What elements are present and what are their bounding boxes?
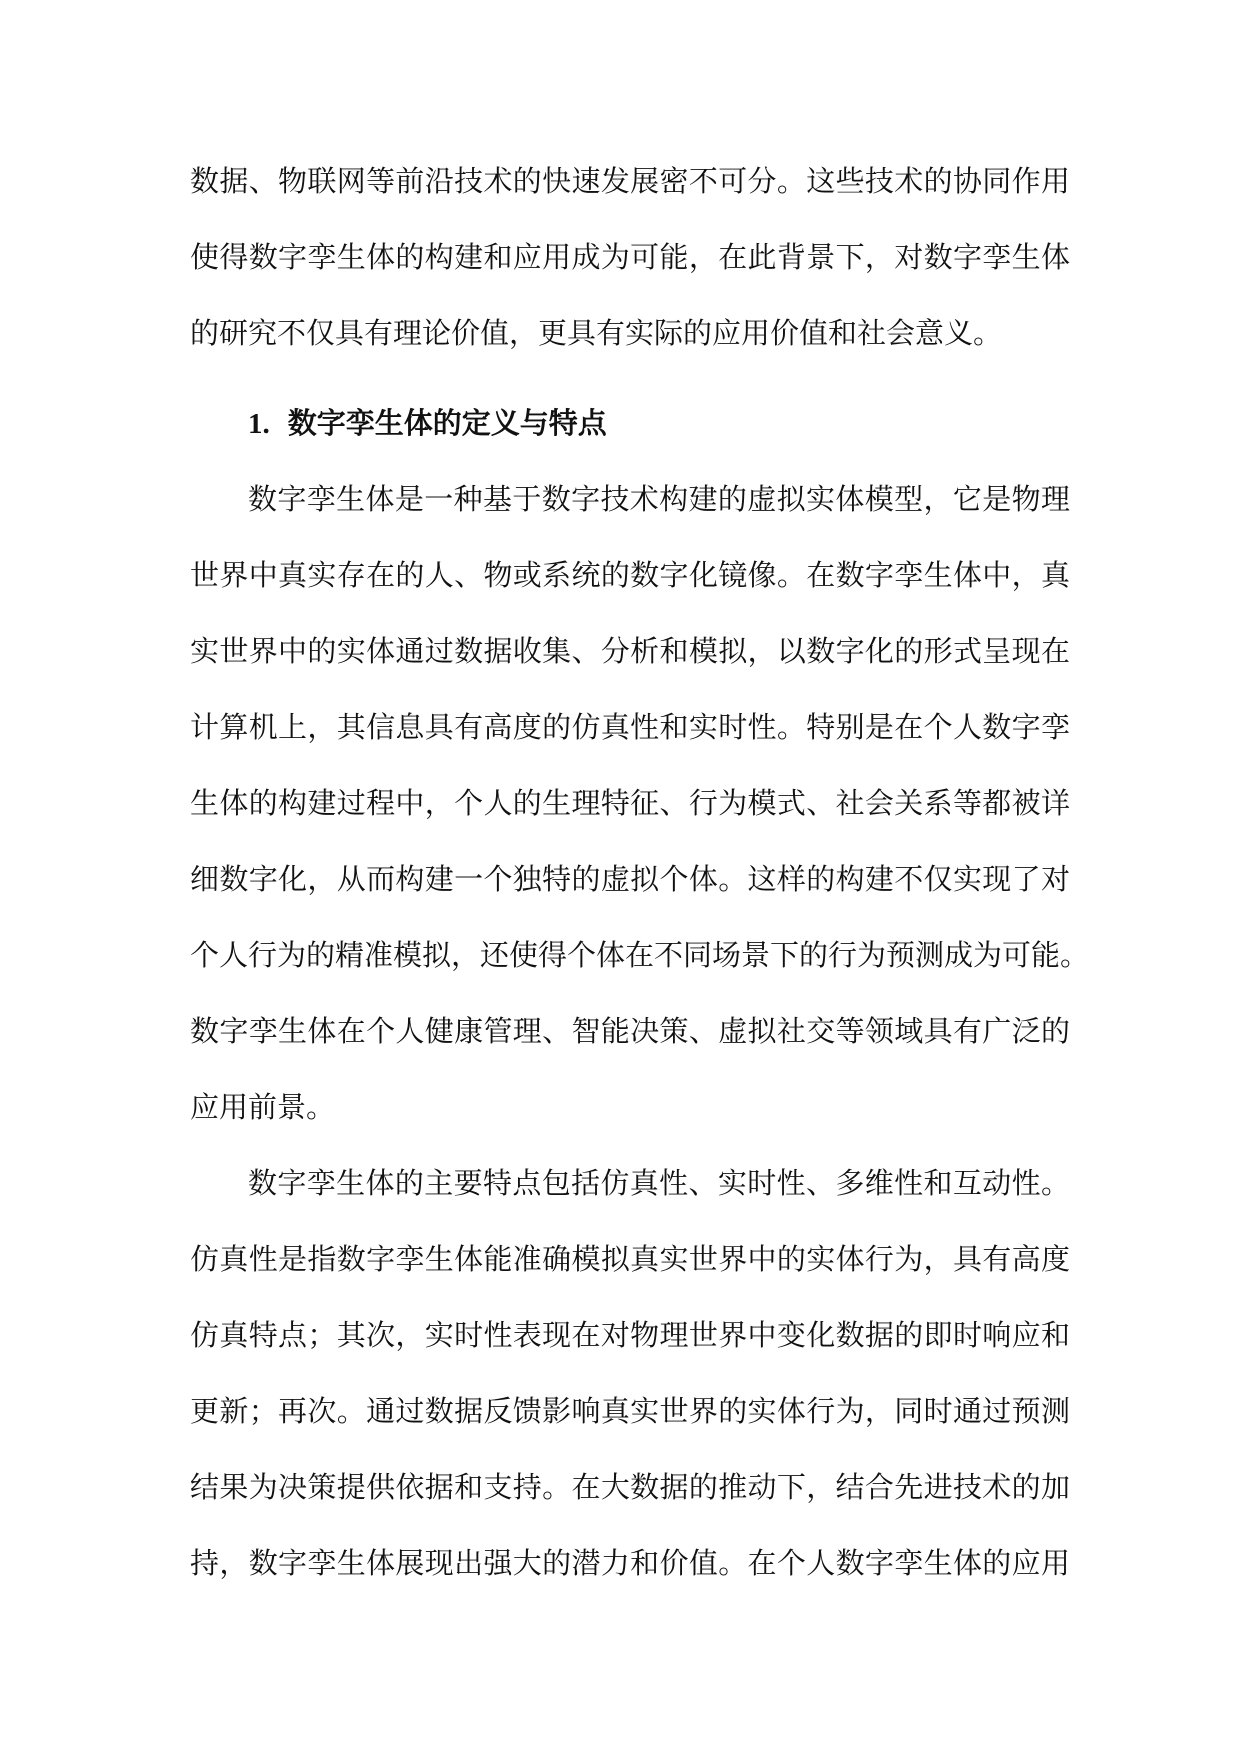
paragraph-intro bbox=[190, 143, 1070, 371]
document-body bbox=[190, 143, 1090, 1601]
paragraph-definition bbox=[190, 461, 1090, 1145]
text-line: 数字孪生体在个人健康管理、智能决策、虚拟社交等领域具有广泛的 bbox=[190, 1014, 1070, 1048]
spacer bbox=[190, 371, 1070, 385]
section-heading bbox=[190, 385, 1070, 461]
section-number: 1. bbox=[248, 408, 270, 440]
text-line: 仿真性是指数字孪生体能准确模拟真实世界中的实体行为，具有高度 bbox=[190, 1242, 1070, 1276]
text-line: 实世界中的实体通过数据收集、分析和模拟，以数字化的形式呈现在 bbox=[190, 634, 1070, 668]
text-line: 细数字化，从而构建一个独特的虚拟个体。这样的构建不仅实现了对 bbox=[190, 862, 1070, 896]
text-line: 数字孪生体的主要特点包括仿真性、实时性、多维性和互动性。 bbox=[248, 1166, 1070, 1200]
paragraph-features bbox=[190, 1145, 1070, 1601]
text-line: 个人行为的精准模拟，还使得个体在不同场景下的行为预测成为可能。 bbox=[190, 938, 1090, 972]
text-line: 使得数字孪生体的构建和应用成为可能，在此背景下，对数字孪生体 bbox=[190, 240, 1070, 274]
text-line: 计算机上，其信息具有高度的仿真性和实时性。特别是在个人数字孪 bbox=[190, 710, 1070, 744]
text-line: 持，数字孪生体展现出强大的潜力和价值。在个人数字孪生体的应用 bbox=[190, 1546, 1070, 1580]
text-line: 应用前景。 bbox=[190, 1090, 336, 1124]
text-line: 数据、物联网等前沿技术的快速发展密不可分。这些技术的协同作用 bbox=[190, 164, 1070, 198]
text-line: 世界中真实存在的人、物或系统的数字化镜像。在数字孪生体中，真 bbox=[190, 558, 1070, 592]
text-line: 仿真特点；其次，实时性表现在对物理世界中变化数据的即时响应和 bbox=[190, 1318, 1070, 1352]
text-line: 结果为决策提供依据和支持。在大数据的推动下，结合先进技术的加 bbox=[190, 1470, 1070, 1504]
text-line: 更新；再次。通过数据反馈影响真实世界的实体行为，同时通过预测 bbox=[190, 1394, 1070, 1428]
section-title: 数字孪生体的定义与特点 bbox=[287, 406, 607, 440]
text-line: 数字孪生体是一种基于数字技术构建的虚拟实体模型，它是物理 bbox=[248, 482, 1070, 516]
text-line: 的研究不仅具有理论价值，更具有实际的应用价值和社会意义。 bbox=[190, 316, 1003, 350]
text-line: 生体的构建过程中，个人的生理特征、行为模式、社会关系等都被详 bbox=[190, 786, 1070, 820]
